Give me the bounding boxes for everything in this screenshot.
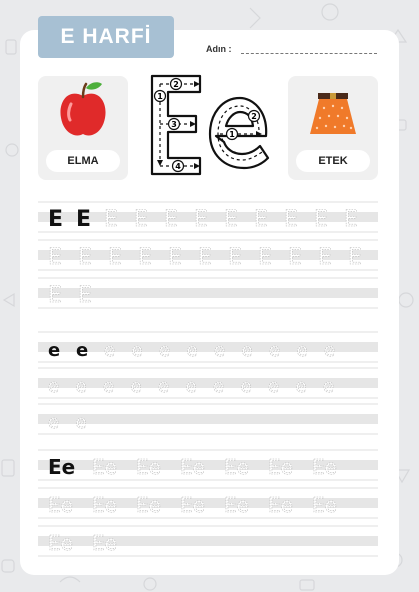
trace-letter: E — [258, 245, 272, 270]
trace-letter: Ee — [136, 493, 161, 517]
trace-letter: E — [168, 245, 182, 270]
trace-letter: e — [296, 340, 308, 361]
trace-letter: Ee — [48, 531, 73, 555]
trace-letter: e — [295, 376, 307, 397]
trace-letter: E — [108, 245, 122, 270]
trace-letter: Ee — [224, 493, 249, 517]
trace-letter: e — [103, 376, 115, 397]
stroke-number: 4 — [175, 162, 181, 171]
page-title: E HARFİ — [38, 16, 174, 58]
trace-letter: Ee — [224, 455, 249, 479]
trace-letter: Ee — [92, 455, 117, 479]
trace-letter: e — [158, 376, 170, 397]
trace-letter: e — [186, 340, 198, 361]
trace-letter: Ee — [268, 455, 293, 479]
stroke-number: 3 — [171, 120, 177, 129]
picture-label-apple: ELMA — [46, 150, 120, 172]
stroke-number: 1 — [157, 92, 163, 101]
trace-letter: Ee — [180, 493, 205, 517]
trace-letter: e — [213, 376, 225, 397]
trace-letter: Ee — [136, 455, 161, 479]
trace-letter: e — [323, 376, 335, 397]
trace-letter: E — [138, 245, 152, 270]
trace-letter: E — [228, 245, 242, 270]
picture-label-skirt: ETEK — [296, 150, 370, 172]
name-label: Adın : — [206, 44, 232, 54]
model-letter: E — [48, 207, 64, 232]
trace-letter: e — [75, 412, 87, 433]
trace-letter: e — [185, 376, 197, 397]
trace-letter: e — [324, 340, 336, 361]
trace-letter: Ee — [92, 531, 117, 555]
trace-letter: e — [159, 340, 171, 361]
trace-letter: e — [48, 412, 60, 433]
trace-letter: e — [214, 340, 226, 361]
trace-letter: E — [318, 245, 332, 270]
model-letter: E — [76, 207, 92, 232]
trace-letter: E — [284, 207, 298, 232]
midline-band — [38, 536, 378, 546]
trace-letter: e — [269, 340, 281, 361]
stroke-number: 2 — [251, 112, 257, 121]
trace-letter: Ee — [312, 493, 337, 517]
trace-letter: E — [134, 207, 148, 232]
trace-letter: E — [254, 207, 268, 232]
trace-letter: E — [288, 245, 302, 270]
trace-letter: e — [75, 376, 87, 397]
trace-letter: E — [194, 207, 208, 232]
trace-letter: e — [268, 376, 280, 397]
trace-letter: e — [131, 340, 143, 361]
model-letter: e — [76, 340, 89, 361]
trace-letter: Ee — [48, 493, 73, 517]
trace-letter: E — [348, 245, 362, 270]
trace-letter: E — [344, 207, 358, 232]
trace-letter: Ee — [312, 455, 337, 479]
trace-letter: Ee — [268, 493, 293, 517]
model-letter: e — [48, 340, 61, 361]
trace-letter: E — [78, 283, 92, 308]
midline-band — [38, 414, 378, 424]
model-letter: Ee — [48, 455, 76, 479]
trace-letter: e — [48, 376, 60, 397]
trace-letter: e — [241, 340, 253, 361]
trace-letter: e — [240, 376, 252, 397]
stroke-number: 1 — [229, 130, 235, 139]
trace-letter: Ee — [92, 493, 117, 517]
trace-letter: E — [198, 245, 212, 270]
trace-letter: E — [48, 245, 62, 270]
trace-letter: E — [48, 283, 62, 308]
trace-letter: E — [164, 207, 178, 232]
stroke-number: 2 — [173, 80, 179, 89]
trace-letter: Ee — [180, 455, 205, 479]
trace-letter: E — [314, 207, 328, 232]
trace-letter: E — [78, 245, 92, 270]
trace-letter: e — [130, 376, 142, 397]
trace-letter: e — [104, 340, 116, 361]
trace-letter: E — [104, 207, 118, 232]
trace-letter: E — [224, 207, 238, 232]
